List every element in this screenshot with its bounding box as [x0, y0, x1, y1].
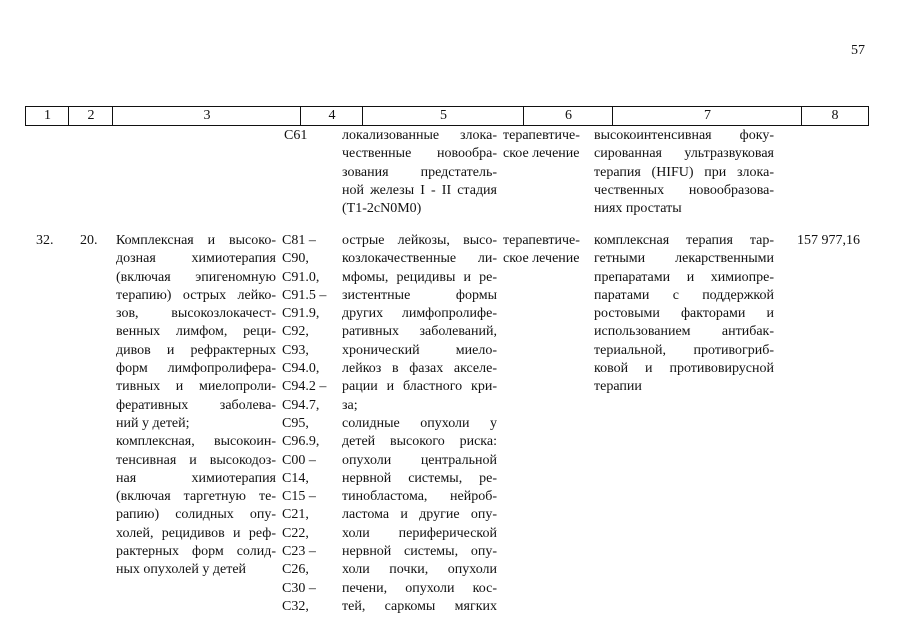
diagnosis-line: детей высокого риска:: [342, 434, 497, 450]
treatment-method-line: ковой и противовирусной: [594, 361, 774, 377]
diagnosis-line: острые лейкозы, высо-: [342, 233, 497, 248]
diagnosis-cell: [342, 232, 497, 616]
prev-row-diagnosis-line: (T1-2cN0M0): [342, 201, 422, 217]
diagnosis-line: ластома и другие опу-: [342, 507, 497, 523]
diagnosis-line: нервной системы, ре-: [342, 470, 497, 486]
care-profile-line: Комплексная и высоко-: [116, 233, 276, 248]
icd-code: C81 –: [282, 233, 316, 248]
care-profile-line: венных лимфом, реци-: [116, 324, 276, 340]
header-cell-5: 5: [362, 106, 524, 126]
row-number: 32.: [36, 233, 54, 248]
care-profile-line: (включая эпигеномную: [116, 269, 276, 285]
diagnosis-line: ративных заболеваний,: [342, 324, 497, 340]
icd-code: C91.5 –: [282, 287, 327, 303]
care-profile-line: холей, рецидивов и реф-: [116, 525, 276, 541]
icd-code: C91.9,: [282, 306, 320, 322]
treatment-method-line: комплексная терапия тар-: [594, 233, 774, 248]
prev-row-diagnosis-line: чественные новообра-: [342, 146, 497, 162]
treatment-type-cell: [503, 232, 593, 269]
treatment-method-line: паратами с поддержкой: [594, 287, 774, 303]
diagnosis-line: других лимфопролифе-: [342, 306, 497, 322]
icd-code: C26,: [282, 562, 309, 578]
treatment-method-line: терапии: [594, 379, 642, 395]
care-profile-line: дивов и рефрактерных: [116, 342, 276, 358]
prev-row-method-cell: [594, 127, 774, 218]
diagnosis-line: нервной системы, опу-: [342, 544, 497, 560]
group-number: 20.: [80, 233, 98, 248]
care-profile-line: ных опухолей у детей: [116, 562, 247, 578]
diagnosis-line: холи периферической: [342, 525, 497, 541]
care-profile-line: тивных и миелопроли-: [116, 379, 276, 395]
care-profile-line: рактерных форм солид-: [116, 544, 276, 560]
treatment-method-line: ростовыми факторами и: [594, 306, 774, 322]
care-profile-line: ная химиотерапия: [116, 470, 276, 486]
treatment-method-cell: [594, 232, 774, 397]
diagnosis-line: хронический миело-: [342, 342, 497, 358]
prev-row-treatment-type-line: терапевтиче-: [503, 128, 580, 143]
diagnosis-line: тей, саркомы мягких: [342, 598, 497, 614]
icd-code: C94.7,: [282, 397, 320, 413]
prev-row-treatment-type-cell: [503, 127, 593, 164]
diagnosis-line: печени, опухоли кос-: [342, 580, 497, 596]
prev-row-diagnosis-cell: [342, 127, 497, 218]
header-cell-7: 7: [612, 106, 802, 126]
icd-code: C94.0,: [282, 361, 320, 377]
care-profile-line: рапию) солидных опу-: [116, 507, 276, 523]
diagnosis-line: холи почки, опухоли: [342, 562, 497, 578]
prev-row-method-line: высокоинтенсивная фоку-: [594, 128, 774, 143]
page-number: 57: [851, 43, 865, 58]
diagnosis-line: тинобластома, нейроб-: [342, 489, 497, 505]
icd-code: C91.0,: [282, 269, 320, 285]
prev-row-method-line: сированная ультразвуковая: [594, 146, 774, 162]
care-profile-line: феративных заболева-: [116, 397, 276, 413]
care-profile-line: зов, высокозлокачест-: [116, 306, 276, 322]
diagnosis-line: за;: [342, 397, 358, 413]
diagnosis-line: опухоли центральной: [342, 452, 497, 468]
diagnosis-line: зистентные формы: [342, 287, 497, 303]
diagnosis-line: рации и бластного кри-: [342, 379, 497, 395]
icd-code: C14,: [282, 470, 309, 486]
icd-code: C32,: [282, 598, 309, 614]
prev-row-diagnosis-line: локализованные злока-: [342, 128, 497, 143]
prev-row-treatment-type-line: ское лечение: [503, 146, 580, 162]
icd-code: C94.2 –: [282, 379, 327, 395]
prev-row-diagnosis-line: ной железы I - II стадия: [342, 182, 497, 198]
diagnosis-line: мфомы, рецидивы и ре-: [342, 269, 497, 285]
header-cell-8: 8: [801, 106, 869, 126]
icd-code: C92,: [282, 324, 309, 340]
care-profile-line: форм лимфопролифера-: [116, 361, 276, 377]
prev-row-method-line: терапия (HIFU) при злока-: [594, 164, 774, 180]
prev-row-code: C61: [284, 128, 308, 143]
prev-row-method-line: ниях простаты: [594, 201, 682, 217]
care-profile-line: (включая таргетную те-: [116, 489, 276, 505]
diagnosis-line: солидные опухоли у: [342, 415, 497, 431]
treatment-type-line: ское лечение: [503, 251, 580, 267]
care-profile-line: ний у детей;: [116, 415, 190, 431]
diagnosis-line: козлокачественные ли-: [342, 251, 497, 267]
treatment-method-line: гетными лекарственными: [594, 251, 774, 267]
header-cell-2: 2: [68, 106, 113, 126]
icd-code: C95,: [282, 415, 309, 431]
icd-codes-cell: [282, 232, 340, 616]
cost-value: 157 977,16: [797, 233, 860, 248]
icd-code: C23 –: [282, 544, 316, 560]
icd-code: C00 –: [282, 452, 316, 468]
icd-code: C93,: [282, 342, 309, 358]
treatment-method-line: препаратами и химиопре-: [594, 269, 774, 285]
care-profile-line: дозная химиотерапия: [116, 251, 276, 267]
icd-code: C96.9,: [282, 434, 320, 450]
header-cell-4: 4: [300, 106, 363, 126]
icd-code: C15 –: [282, 489, 316, 505]
care-profile-line: терапию) острых лейко-: [116, 287, 276, 303]
table-header-row: [25, 106, 868, 126]
header-cell-3: 3: [112, 106, 301, 126]
prev-row-diagnosis-line: зования предстатель-: [342, 164, 497, 180]
prev-row-method-line: чественных новообразова-: [594, 182, 774, 198]
icd-code: C21,: [282, 507, 309, 523]
prev-row-code-cell: [284, 127, 339, 145]
care-profile-cell: [116, 232, 276, 580]
header-cell-1: 1: [25, 106, 69, 126]
treatment-type-line: терапевтиче-: [503, 233, 580, 248]
treatment-method-line: териальной, противогриб-: [594, 342, 774, 358]
care-profile-line: комплексная, высокоин-: [116, 434, 276, 450]
header-cell-6: 6: [523, 106, 613, 126]
treatment-method-line: использованием антибак-: [594, 324, 774, 340]
diagnosis-line: лейкоз в фазах акселе-: [342, 361, 497, 377]
care-profile-line: тенсивная и высокодоз-: [116, 452, 276, 468]
icd-code: C30 –: [282, 580, 316, 596]
icd-code: C90,: [282, 251, 309, 267]
icd-code: C22,: [282, 525, 309, 541]
